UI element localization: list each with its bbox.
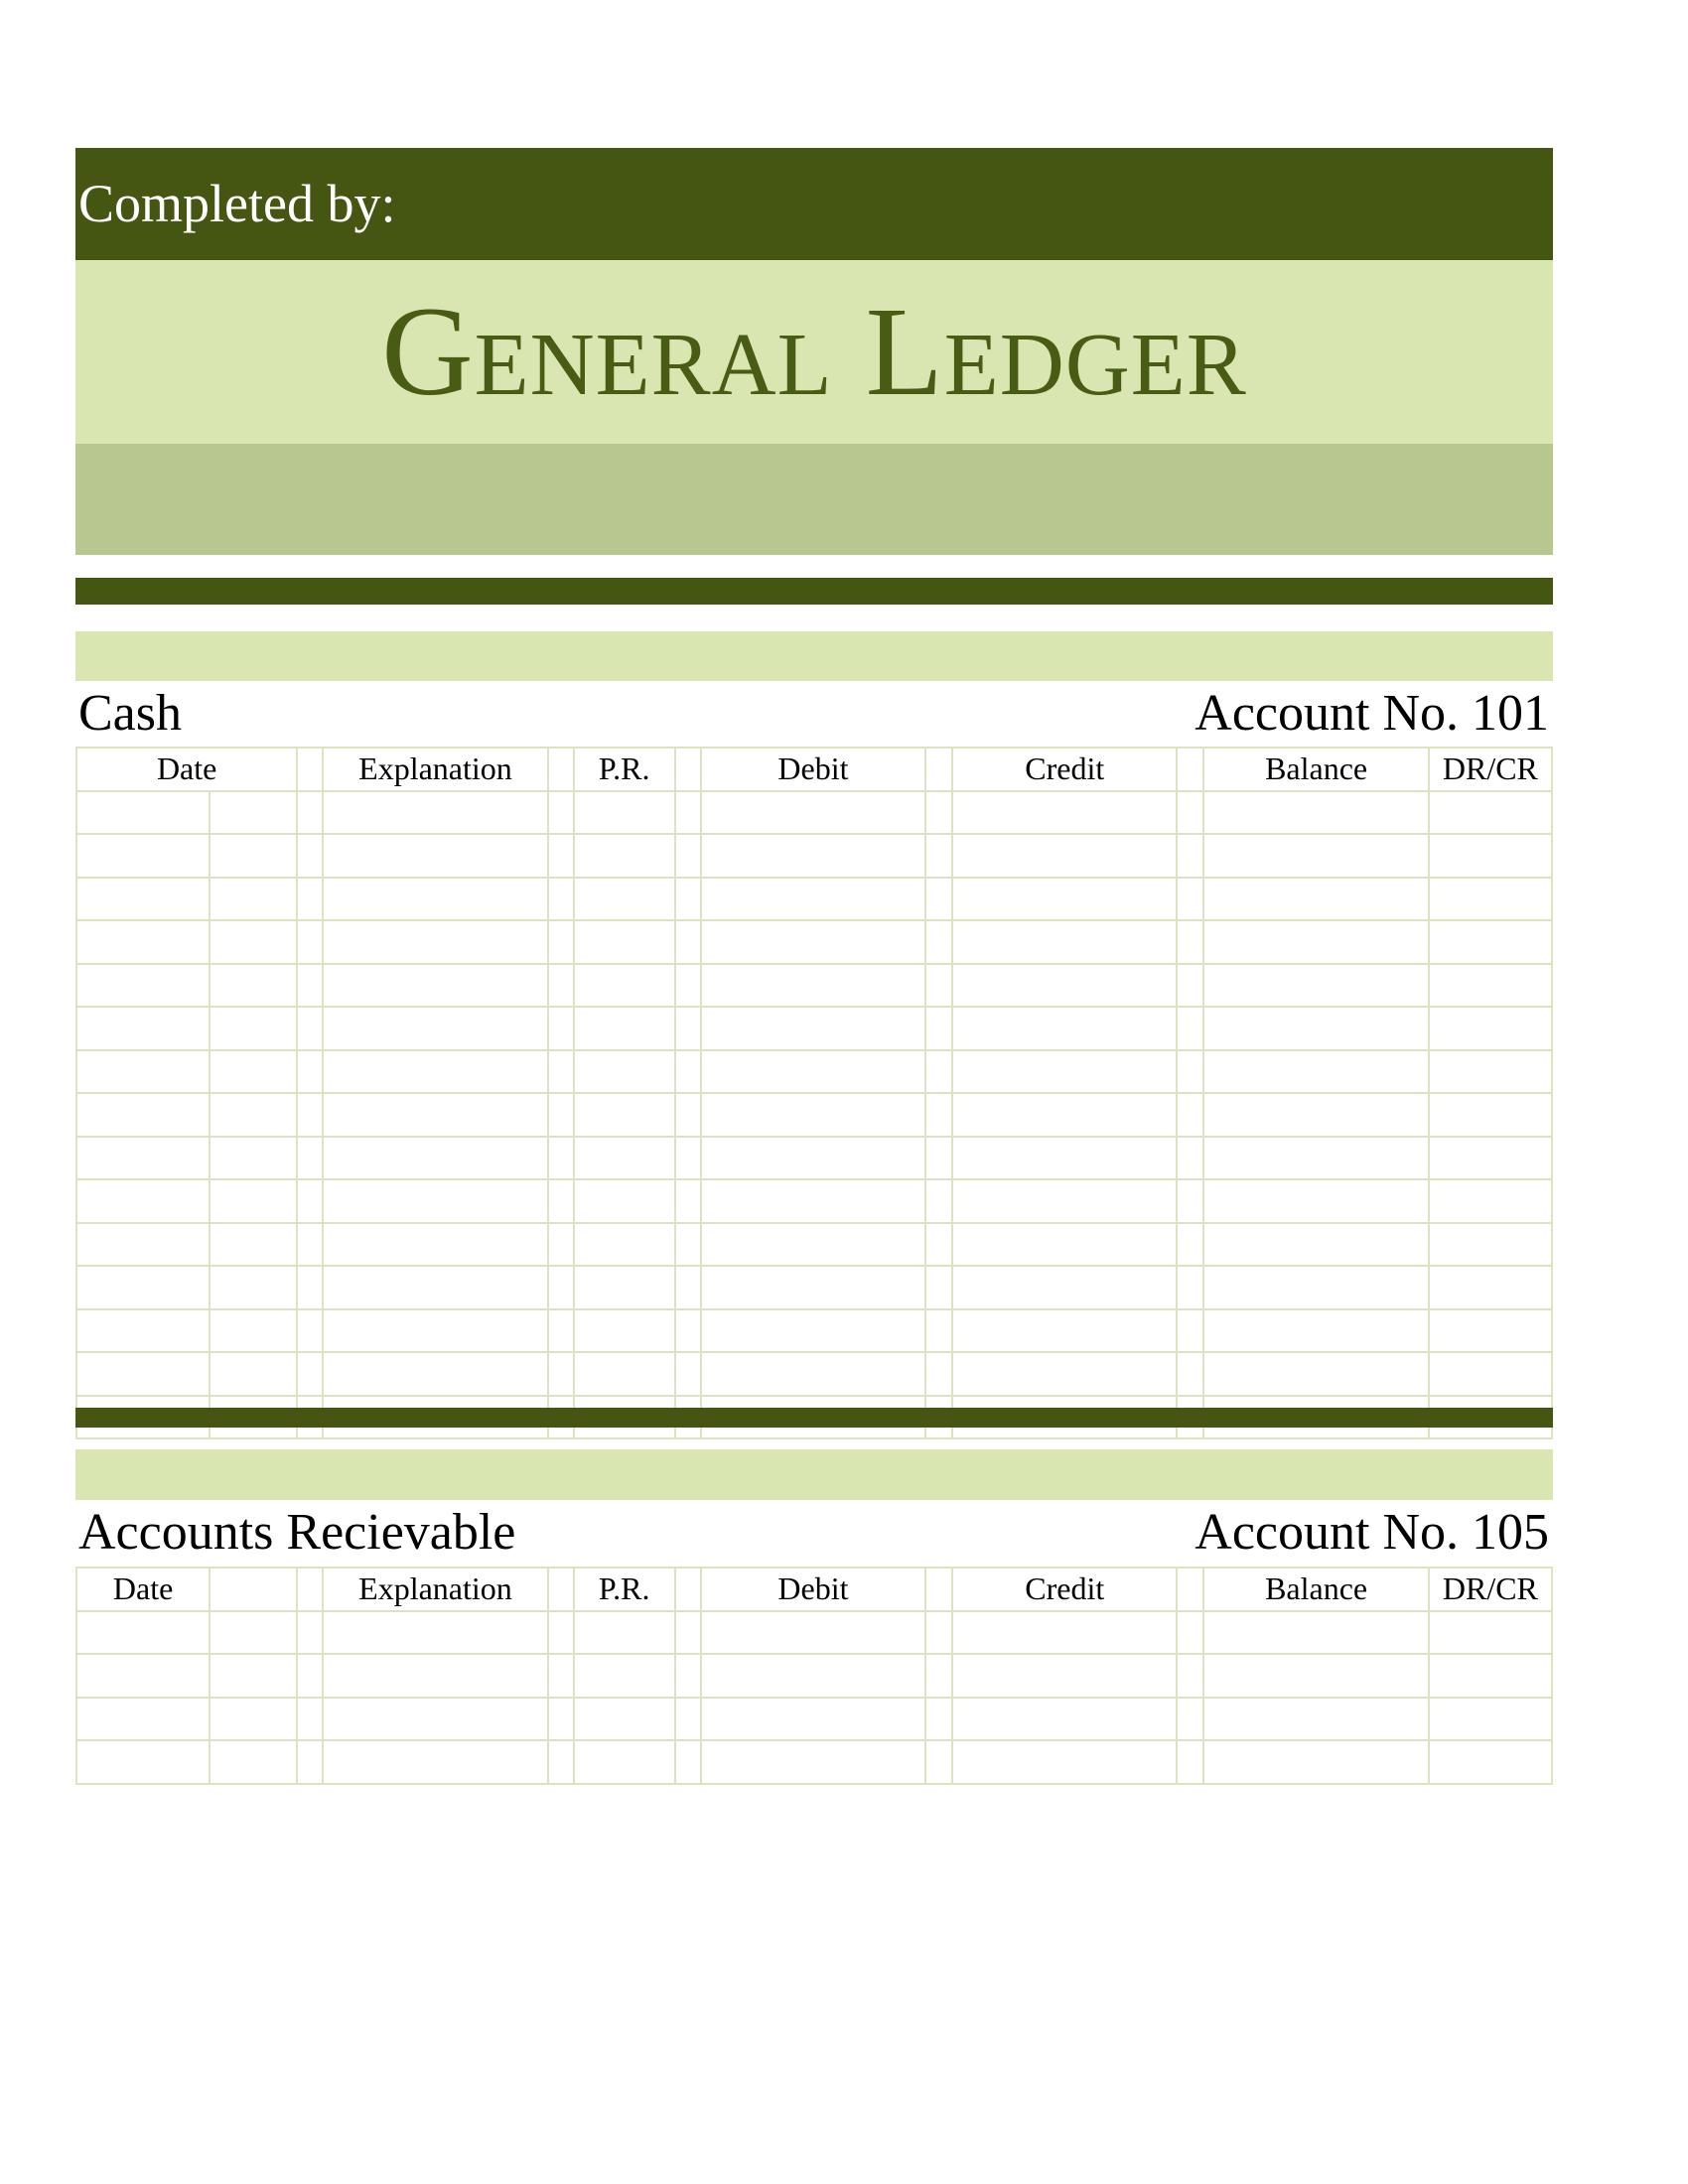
ledger-cell[interactable] [1177,964,1203,1008]
ledger-cell[interactable] [76,791,210,835]
ledger-cell[interactable] [297,1611,323,1655]
ledger-cell[interactable] [574,791,675,835]
ledger-cell[interactable] [952,1179,1177,1223]
ledger-cell[interactable] [1177,1309,1203,1353]
ledger-cell[interactable] [1203,1266,1428,1309]
table-header-row [76,1568,1552,1611]
ledger-cell[interactable] [1177,1137,1203,1180]
ledger-cell[interactable] [323,920,547,964]
ledger-cell[interactable] [675,1654,701,1698]
ledger-cell[interactable] [574,1309,675,1353]
ledger-row [76,1740,1552,1784]
ledger-row [76,1179,1552,1223]
ledger-cell[interactable] [1203,964,1428,1008]
ledger-cell[interactable] [952,920,1177,964]
ledger-cell[interactable] [1177,1093,1203,1137]
ledger-cell[interactable] [76,1698,210,1741]
ledger-cell[interactable] [1177,878,1203,921]
ledger-cell[interactable] [1177,1223,1203,1267]
ledger-cell[interactable] [574,964,675,1008]
ledger-cell[interactable] [952,1611,1177,1655]
ledger-cell[interactable] [1177,1698,1203,1741]
ledger-cell[interactable] [76,1223,210,1267]
ledger-cell[interactable] [210,834,297,878]
account-1-name: Cash [78,685,182,742]
ledger-cell[interactable] [1429,1093,1552,1137]
ledger-cell[interactable] [1429,834,1552,878]
ledger-cell[interactable] [1177,1654,1203,1698]
ledger-cell[interactable] [925,964,952,1008]
ledger-cell[interactable] [574,1050,675,1094]
ledger-cell[interactable] [210,1179,297,1223]
ledger-cell[interactable] [210,1050,297,1094]
ledger-cell[interactable] [210,1698,297,1741]
account-1-top-band [75,631,1553,681]
ledger-cell[interactable] [925,834,952,878]
ledger-cell[interactable] [1429,1137,1552,1180]
ledger-cell[interactable] [701,1740,925,1784]
ledger-row [76,1611,1552,1655]
ledger-cell[interactable] [76,1007,210,1050]
ledger-cell[interactable] [76,1137,210,1180]
account-1-table [75,747,1553,1439]
col-balance-header: Balance [1203,748,1428,791]
ledger-cell[interactable] [675,834,701,878]
ledger-row [76,834,1552,878]
ledger-cell[interactable] [675,964,701,1008]
ledger-cell[interactable] [297,1309,323,1353]
ledger-row [76,1309,1552,1353]
ledger-cell[interactable] [548,1093,574,1137]
ledger-row [76,1137,1552,1180]
ledger-cell[interactable] [548,1698,574,1741]
ledger-cell[interactable] [297,1266,323,1309]
account-1-rows [76,791,1552,1439]
ledger-cell[interactable] [1177,1050,1203,1094]
ledger-cell[interactable] [323,1698,547,1741]
ledger-cell[interactable] [675,1093,701,1137]
ledger-row [76,1223,1552,1267]
ledger-cell[interactable] [1203,920,1428,964]
ledger-cell[interactable] [76,1740,210,1784]
ledger-cell[interactable] [297,1007,323,1050]
ledger-cell[interactable] [952,791,1177,835]
ledger-cell[interactable] [76,1611,210,1655]
ledger-cell[interactable] [574,1611,675,1655]
ledger-cell[interactable] [323,1611,547,1655]
ledger-cell[interactable] [1429,1223,1552,1267]
ledger-cell[interactable] [76,964,210,1008]
ledger-cell[interactable] [1203,1740,1428,1784]
col-balance-header: Balance [1203,1568,1428,1611]
ledger-cell[interactable] [675,878,701,921]
ledger-cell[interactable] [548,791,574,835]
ledger-cell[interactable] [297,1093,323,1137]
account-2-table [75,1567,1553,1785]
ledger-cell[interactable] [297,1352,323,1396]
ledger-cell[interactable] [1177,920,1203,964]
ledger-cell[interactable] [925,1740,952,1784]
ledger-cell[interactable] [574,1007,675,1050]
ledger-cell[interactable] [952,1007,1177,1050]
ledger-cell[interactable] [323,1007,547,1050]
ledger-cell[interactable] [297,878,323,921]
ledger-cell[interactable] [675,1309,701,1353]
ledger-cell[interactable] [1203,1611,1428,1655]
col-explanation-header: Explanation [323,748,547,791]
ledger-cell[interactable] [952,964,1177,1008]
ledger-cell[interactable] [76,834,210,878]
ledger-cell[interactable] [675,1179,701,1223]
ledger-row [76,920,1552,964]
account-2-number: Account No. 105 [1195,1504,1549,1561]
ledger-row [76,1654,1552,1698]
ledger-cell[interactable] [675,1352,701,1396]
ledger-cell[interactable] [701,878,925,921]
ledger-row [76,1698,1552,1741]
ledger-cell[interactable] [1429,1352,1552,1396]
ledger-cell[interactable] [323,1654,547,1698]
ledger-cell[interactable] [1203,1050,1428,1094]
ledger-cell[interactable] [925,1611,952,1655]
account-2-name: Accounts Recievable [78,1504,516,1561]
ledger-cell[interactable] [548,1352,574,1396]
ledger-cell[interactable] [76,920,210,964]
ledger-cell[interactable] [548,1050,574,1094]
ledger-cell[interactable] [210,1611,297,1655]
ledger-cell[interactable] [1203,1093,1428,1137]
ledger-cell[interactable] [1177,1740,1203,1784]
ledger-cell[interactable] [548,1137,574,1180]
ledger-cell[interactable] [323,1309,547,1353]
ledger-cell[interactable] [952,1740,1177,1784]
ledger-cell[interactable] [210,1093,297,1137]
ledger-cell[interactable] [76,1266,210,1309]
ledger-cell[interactable] [210,1309,297,1353]
ledger-cell[interactable] [1429,1050,1552,1094]
ledger-cell[interactable] [548,878,574,921]
ledger-cell[interactable] [1429,1179,1552,1223]
ledger-cell[interactable] [323,1266,547,1309]
col-debit-header: Debit [701,1568,925,1611]
ledger-cell[interactable] [675,791,701,835]
ledger-cell[interactable] [297,1050,323,1094]
ledger-cell[interactable] [1203,1309,1428,1353]
ledger-cell[interactable] [925,791,952,835]
ledger-cell[interactable] [701,920,925,964]
completed-by-label: Completed by: [78,174,396,233]
ledger-cell[interactable] [574,1137,675,1180]
ledger-cell[interactable] [701,791,925,835]
ledger-cell[interactable] [548,1654,574,1698]
ledger-cell[interactable] [701,1223,925,1267]
ledger-cell[interactable] [297,1137,323,1180]
ledger-cell[interactable] [574,834,675,878]
ledger-cell[interactable] [548,1309,574,1353]
ledger-cell[interactable] [210,920,297,964]
ledger-cell[interactable] [297,834,323,878]
ledger-cell[interactable] [925,1266,952,1309]
ledger-cell[interactable] [76,1352,210,1396]
ledger-cell[interactable] [1177,1352,1203,1396]
ledger-row [76,964,1552,1008]
ledger-cell[interactable] [675,1740,701,1784]
ledger-cell[interactable] [297,920,323,964]
table-header-row [76,748,1552,791]
ledger-cell[interactable] [952,1698,1177,1741]
ledger-cell[interactable] [701,1137,925,1180]
ledger-cell[interactable] [952,1654,1177,1698]
ledger-cell[interactable] [1429,1654,1552,1698]
ledger-cell[interactable] [701,1050,925,1094]
ledger-cell[interactable] [1203,1007,1428,1050]
ledger-cell[interactable] [1429,1740,1552,1784]
ledger-cell[interactable] [952,1309,1177,1353]
ledger-cell[interactable] [1429,878,1552,921]
ledger-cell[interactable] [323,1740,547,1784]
ledger-cell[interactable] [925,1093,952,1137]
ledger-cell[interactable] [297,1698,323,1741]
ledger-cell[interactable] [76,1654,210,1698]
ledger-cell[interactable] [574,1698,675,1741]
ledger-cell[interactable] [297,1740,323,1784]
ledger-cell[interactable] [297,964,323,1008]
ledger-cell[interactable] [210,1352,297,1396]
ledger-cell[interactable] [701,1093,925,1137]
ledger-cell[interactable] [1429,791,1552,835]
ledger-cell[interactable] [925,1352,952,1396]
ledger-cell[interactable] [701,1179,925,1223]
ledger-cell[interactable] [574,878,675,921]
ledger-cell[interactable] [925,878,952,921]
ledger-cell[interactable] [925,1698,952,1741]
ledger-cell[interactable] [297,1179,323,1223]
ledger-cell[interactable] [210,1007,297,1050]
ledger-cell[interactable] [210,1654,297,1698]
ledger-cell[interactable] [323,878,547,921]
ledger-cell[interactable] [675,1698,701,1741]
ledger-cell[interactable] [210,1266,297,1309]
ledger-cell[interactable] [297,791,323,835]
ledger-cell[interactable] [1203,878,1428,921]
ledger-cell[interactable] [675,1137,701,1180]
ledger-cell[interactable] [925,1050,952,1094]
ledger-cell[interactable] [210,791,297,835]
ledger-cell[interactable] [952,1050,1177,1094]
ledger-cell[interactable] [323,964,547,1008]
ledger-row [76,1266,1552,1309]
ledger-cell[interactable] [1203,1352,1428,1396]
ledger-cell[interactable] [76,1050,210,1094]
col-drcr-header: DR/CR [1429,748,1552,791]
ledger-row [76,791,1552,835]
ledger-cell[interactable] [210,964,297,1008]
ledger-cell[interactable] [548,1179,574,1223]
account-1-bottom-bar [75,1408,1553,1428]
col-credit-header: Credit [952,1568,1177,1611]
ledger-row [76,1007,1552,1050]
ledger-cell[interactable] [323,834,547,878]
ledger-cell[interactable] [76,1093,210,1137]
col-credit-header: Credit [952,748,1177,791]
ledger-cell[interactable] [1177,1007,1203,1050]
ledger-cell[interactable] [1203,1137,1428,1180]
col-explanation-header: Explanation [323,1568,547,1611]
ledger-cell[interactable] [701,1698,925,1741]
ledger-cell[interactable] [701,1266,925,1309]
ledger-cell[interactable] [210,1137,297,1180]
ledger-cell[interactable] [323,1179,547,1223]
ledger-cell[interactable] [1203,1179,1428,1223]
subtitle-band [75,444,1553,555]
ledger-cell[interactable] [548,920,574,964]
ledger-cell[interactable] [701,1611,925,1655]
ledger-cell[interactable] [548,1611,574,1655]
ledger-cell[interactable] [1429,920,1552,964]
ledger-cell[interactable] [1429,1698,1552,1741]
ledger-cell[interactable] [210,1223,297,1267]
ledger-cell[interactable] [925,1007,952,1050]
ledger-cell[interactable] [701,1654,925,1698]
ledger-cell[interactable] [1429,1266,1552,1309]
ledger-row [76,878,1552,921]
ledger-cell[interactable] [701,1352,925,1396]
ledger-cell[interactable] [925,1137,952,1180]
ledger-cell[interactable] [76,878,210,921]
ledger-cell[interactable] [1429,964,1552,1008]
ledger-cell[interactable] [574,1093,675,1137]
ledger-cell[interactable] [675,1611,701,1655]
ledger-cell[interactable] [1177,1179,1203,1223]
ledger-cell[interactable] [701,964,925,1008]
ledger-cell[interactable] [548,1007,574,1050]
ledger-cell[interactable] [574,1654,675,1698]
col-pr-header: P.R. [574,748,675,791]
ledger-cell[interactable] [323,1352,547,1396]
ledger-cell[interactable] [1203,1698,1428,1741]
ledger-cell[interactable] [574,1740,675,1784]
ledger-cell[interactable] [210,878,297,921]
ledger-cell[interactable] [323,1093,547,1137]
ledger-cell[interactable] [1429,1611,1552,1655]
ledger-cell[interactable] [323,1223,547,1267]
ledger-cell[interactable] [952,1093,1177,1137]
col-date-header: Date [76,1568,210,1611]
ledger-cell[interactable] [1203,1223,1428,1267]
ledger-cell[interactable] [548,1740,574,1784]
ledger-cell[interactable] [574,1266,675,1309]
ledger-cell[interactable] [925,1309,952,1353]
ledger-cell[interactable] [952,1352,1177,1396]
ledger-cell[interactable] [548,1266,574,1309]
ledger-cell[interactable] [925,1654,952,1698]
ledger-cell[interactable] [701,1309,925,1353]
ledger-cell[interactable] [675,1007,701,1050]
col-debit-header: Debit [701,748,925,791]
ledger-cell[interactable] [952,834,1177,878]
ledger-cell[interactable] [952,1223,1177,1267]
ledger-cell[interactable] [701,1007,925,1050]
ledger-cell[interactable] [1177,1266,1203,1309]
ledger-cell[interactable] [297,1223,323,1267]
ledger-cell[interactable] [1203,834,1428,878]
ledger-cell[interactable] [297,1654,323,1698]
ledger-cell[interactable] [952,878,1177,921]
ledger-cell[interactable] [76,1179,210,1223]
ledger-cell[interactable] [925,920,952,964]
ledger-cell[interactable] [675,1223,701,1267]
ledger-cell[interactable] [675,920,701,964]
ledger-row [76,1352,1552,1396]
col-date-header: Date [76,748,297,791]
ledger-cell[interactable] [925,1179,952,1223]
ledger-cell[interactable] [925,1223,952,1267]
ledger-cell[interactable] [952,1137,1177,1180]
account-1-number: Account No. 101 [1195,685,1549,742]
ledger-cell[interactable] [323,1050,547,1094]
ledger-row [76,1093,1552,1137]
account-2-rows [76,1611,1552,1784]
ledger-cell[interactable] [574,1179,675,1223]
ledger-cell[interactable] [574,1223,675,1267]
ledger-cell[interactable] [1429,1007,1552,1050]
ledger-cell[interactable] [76,1309,210,1353]
page-title: General Ledger [381,281,1247,422]
ledger-cell[interactable] [701,834,925,878]
col-pr-header: P.R. [574,1568,675,1611]
ledger-cell[interactable] [1203,791,1428,835]
ledger-cell[interactable] [1177,834,1203,878]
ledger-cell[interactable] [952,1266,1177,1309]
ledger-cell[interactable] [1177,791,1203,835]
ledger-cell[interactable] [675,1050,701,1094]
ledger-cell[interactable] [210,1740,297,1784]
ledger-cell[interactable] [675,1266,701,1309]
ledger-cell[interactable] [574,920,675,964]
ledger-cell[interactable] [574,1352,675,1396]
ledger-cell[interactable] [548,834,574,878]
ledger-cell[interactable] [1177,1611,1203,1655]
divider-bar [75,578,1553,605]
ledger-cell[interactable] [1429,1309,1552,1353]
ledger-row [76,1050,1552,1094]
ledger-cell[interactable] [548,1223,574,1267]
col-drcr-header: DR/CR [1429,1568,1552,1611]
account-2-top-band [75,1449,1553,1500]
ledger-cell[interactable] [548,964,574,1008]
ledger-cell[interactable] [323,791,547,835]
ledger-cell[interactable] [1203,1654,1428,1698]
ledger-cell[interactable] [323,1137,547,1180]
